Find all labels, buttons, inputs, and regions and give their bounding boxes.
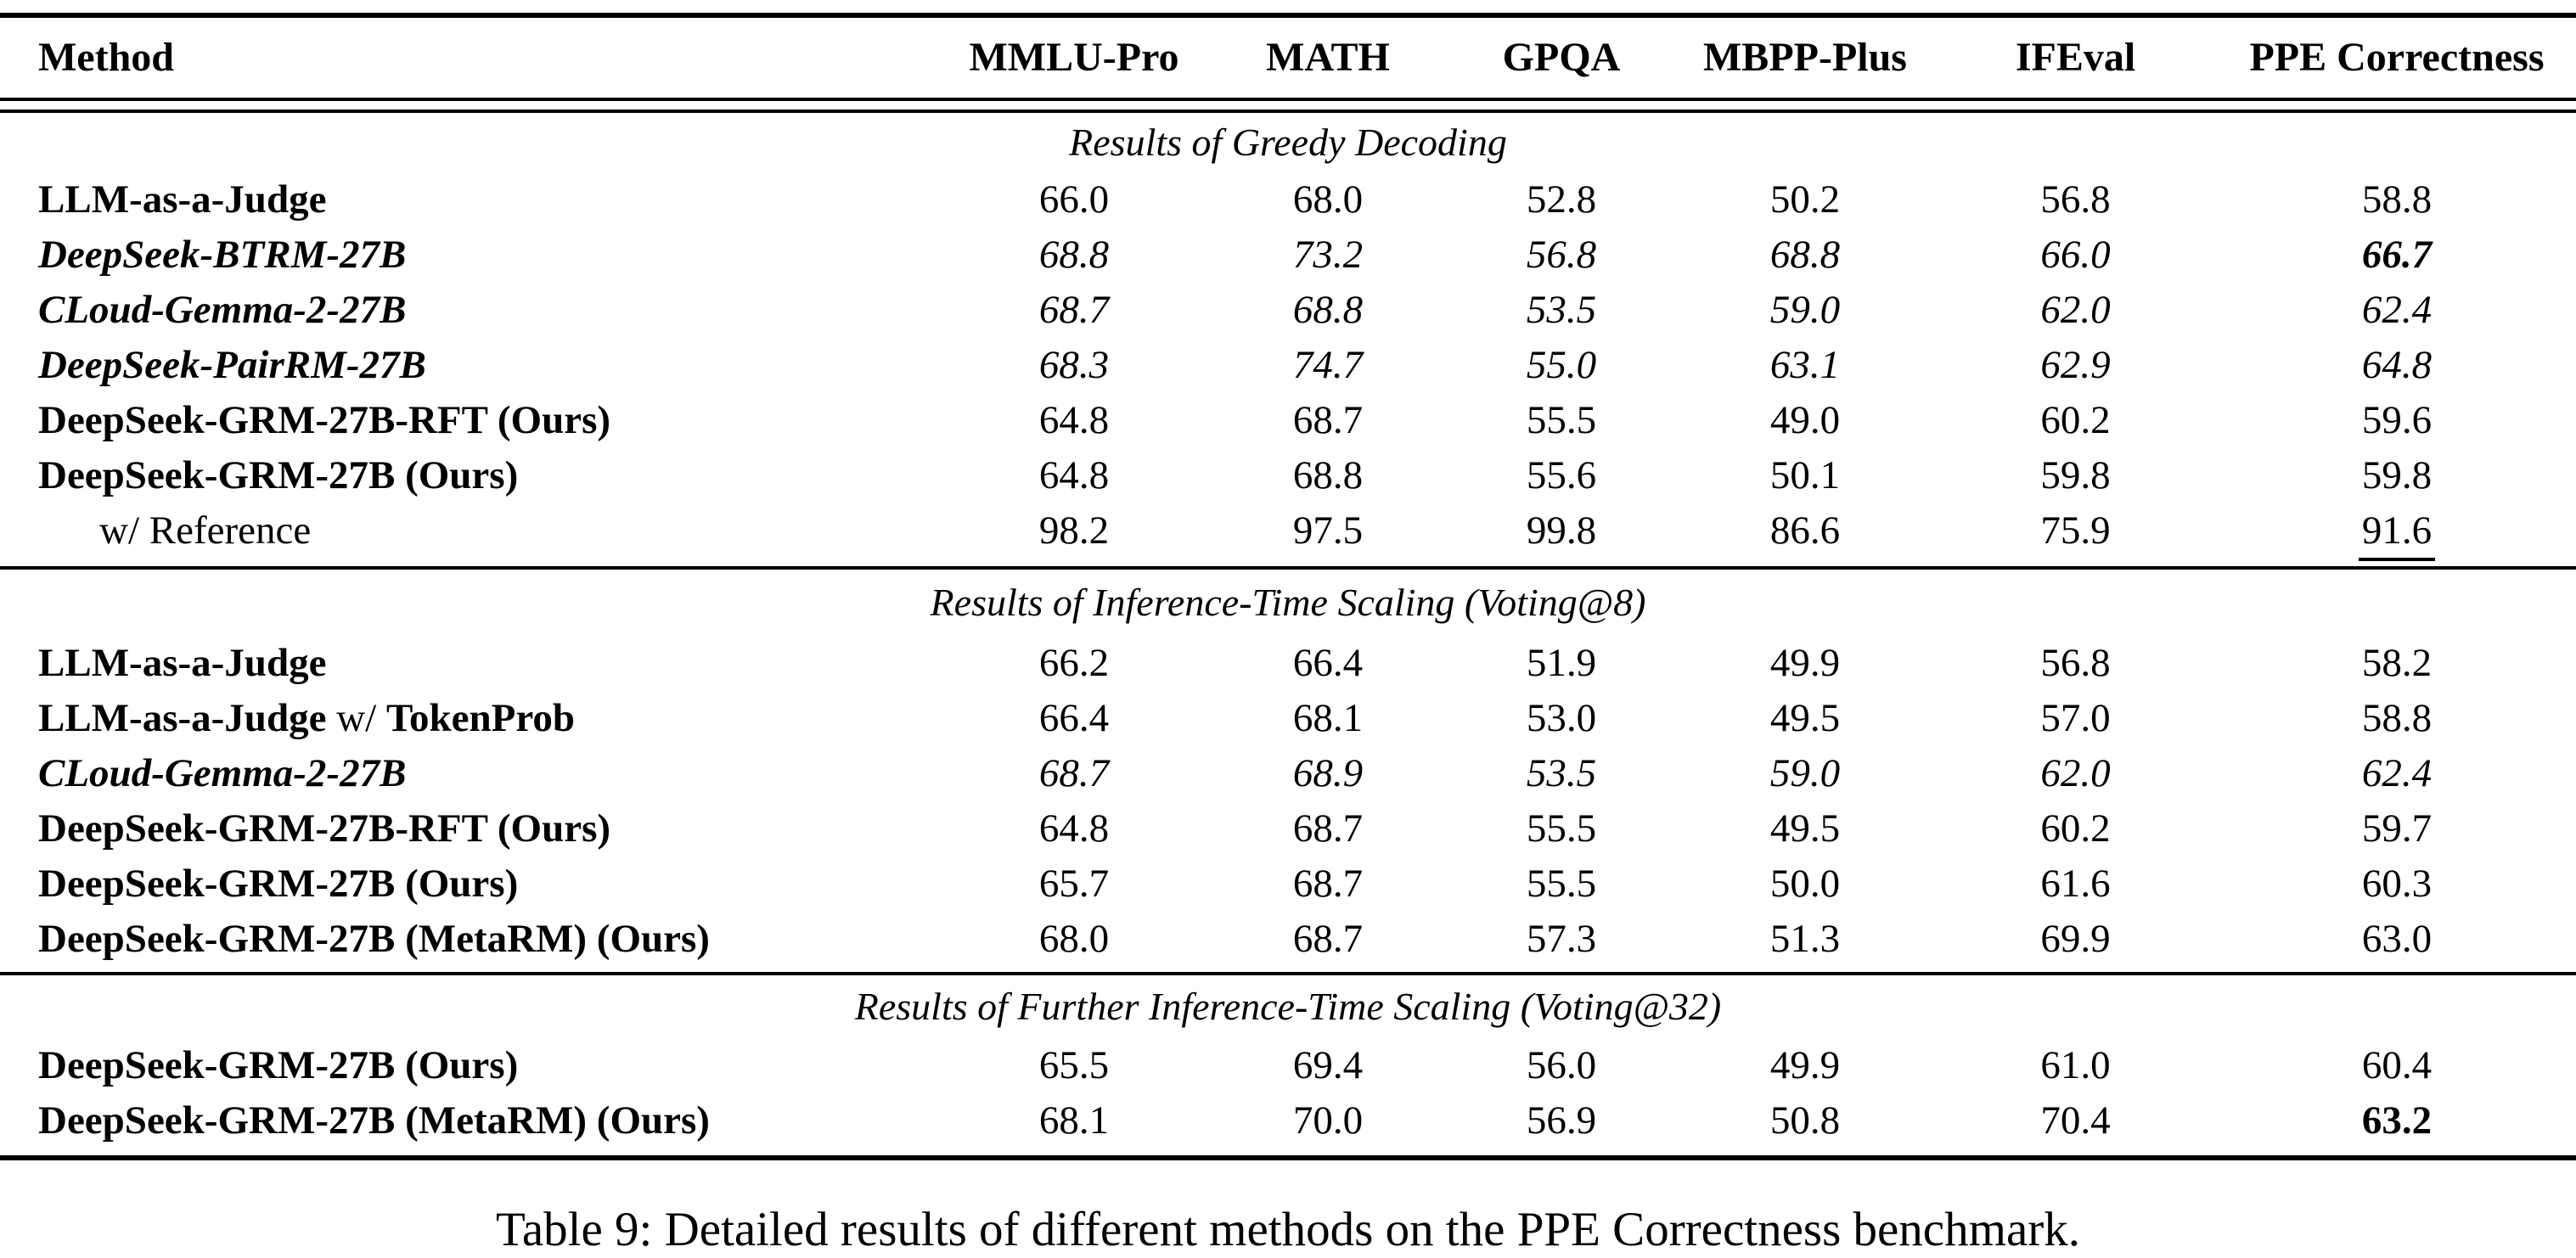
- method-name: LLM-as-a-Judge: [38, 177, 327, 222]
- section-title-voting-32: Results of Further Inference-Time Scaling (Voting@32): [854, 985, 1722, 1029]
- metric-value: 68.9: [1292, 751, 1364, 796]
- metric-value: 70.0: [1292, 1098, 1364, 1143]
- metric-value-best: 66.7: [2361, 233, 2433, 277]
- method-name-part: w/: [336, 696, 377, 741]
- method-name: DeepSeek-BTRM-27B: [38, 233, 407, 277]
- results-table: [0, 13, 2576, 1160]
- metric-value: 68.1: [1292, 696, 1364, 741]
- method-name: CLoud-Gemma-2-27B: [38, 751, 407, 796]
- metric-value: 66.4: [1292, 641, 1364, 686]
- method-name: DeepSeek-GRM-27B (Ours): [38, 1043, 519, 1088]
- method-name: DeepSeek-GRM-27B (MetaRM) (Ours): [38, 917, 710, 962]
- metric-value: 57.3: [1526, 917, 1597, 962]
- metric-value: 51.9: [1526, 641, 1597, 686]
- column-header-method: Method: [38, 35, 174, 80]
- metric-value: 68.7: [1292, 398, 1364, 442]
- metric-value: 60.2: [2040, 806, 2111, 851]
- column-header-ifeval: IFEval: [2015, 35, 2136, 80]
- table-caption: Table 9: Detailed results of different methods on the PPE Correctness benchmark.: [496, 1203, 2080, 1257]
- metric-value: 69.9: [2040, 917, 2111, 962]
- metric-value: 58.8: [2361, 177, 2433, 222]
- metric-value: 50.1: [1769, 453, 1841, 497]
- metric-value: 53.5: [1526, 288, 1597, 332]
- metric-value-best: 63.2: [2361, 1098, 2433, 1143]
- metric-value: 68.3: [1038, 343, 1110, 387]
- method-name: CLoud-Gemma-2-27B: [38, 288, 407, 332]
- metric-value: 66.0: [2040, 233, 2111, 277]
- metric-value: 98.2: [1038, 508, 1110, 553]
- metric-value: 64.8: [1038, 453, 1110, 497]
- metric-value: 55.0: [1526, 343, 1597, 387]
- metric-value: 62.0: [2040, 288, 2111, 332]
- metric-value: 75.9: [2040, 508, 2111, 553]
- metric-value: 64.8: [1038, 398, 1110, 442]
- metric-value: 55.5: [1526, 862, 1597, 907]
- column-header-mmlu-pro: MMLU-Pro: [969, 35, 1179, 80]
- metric-value: 70.4: [2040, 1098, 2111, 1143]
- metric-value: 68.7: [1292, 806, 1364, 851]
- metric-value: 62.0: [2040, 751, 2111, 796]
- metric-value: 68.7: [1038, 751, 1110, 796]
- method-name-part: LLM-as-a-Judge: [38, 696, 327, 741]
- method-name: [0, 691, 938, 746]
- metric-value: 68.8: [1038, 233, 1110, 277]
- metric-value: 61.6: [2040, 862, 2111, 907]
- metric-value: 65.7: [1038, 862, 1110, 907]
- metric-value: 66.2: [1038, 641, 1110, 686]
- metric-value: 59.6: [2361, 398, 2433, 442]
- method-name: DeepSeek-GRM-27B-RFT (Ours): [38, 806, 611, 851]
- method-name: DeepSeek-GRM-27B (Ours): [38, 862, 519, 907]
- metric-value: 62.4: [2361, 751, 2433, 796]
- metric-value: 49.9: [1769, 641, 1841, 686]
- metric-value: 49.5: [1769, 696, 1841, 741]
- metric-value: 56.8: [2040, 641, 2111, 686]
- metric-value: 59.0: [1769, 751, 1841, 796]
- metric-value: 97.5: [1292, 508, 1364, 553]
- metric-value: 68.7: [1292, 917, 1364, 962]
- metric-value: 68.0: [1038, 917, 1110, 962]
- metric-value: 53.0: [1526, 696, 1597, 741]
- table-rule-double-gap: [0, 101, 2576, 110]
- metric-value: 59.0: [1769, 288, 1841, 332]
- underlined-value: 91.6: [2359, 510, 2435, 561]
- metric-value: 64.8: [2361, 343, 2433, 387]
- metric-value: 59.8: [2040, 453, 2111, 497]
- metric-value: 50.0: [1769, 862, 1841, 907]
- metric-value: 55.6: [1526, 453, 1597, 497]
- method-name: DeepSeek-GRM-27B (MetaRM) (Ours): [38, 1098, 710, 1143]
- metric-value: 59.8: [2361, 453, 2433, 497]
- metric-value: 66.0: [1038, 177, 1110, 222]
- column-header-mbpp-plus: MBPP-Plus: [1703, 35, 1907, 80]
- metric-value: 86.6: [1769, 508, 1841, 553]
- metric-value: 62.9: [2040, 343, 2111, 387]
- metric-value: 51.3: [1769, 917, 1841, 962]
- metric-value: 57.0: [2040, 696, 2111, 741]
- column-header-math: MATH: [1266, 35, 1390, 80]
- method-name-connector: [326, 696, 336, 740]
- method-name-connector: [376, 696, 386, 740]
- metric-value: 68.8: [1292, 453, 1364, 497]
- metric-value: 68.1: [1038, 1098, 1110, 1143]
- column-header-ppe-correctness: PPE Correctness: [2249, 35, 2545, 80]
- metric-value: 60.3: [2361, 862, 2433, 907]
- metric-value: 56.8: [2040, 177, 2111, 222]
- section-title-voting-8: Results of Inference-Time Scaling (Voting@8): [930, 581, 1646, 625]
- section-title-greedy-decoding: Results of Greedy Decoding: [1069, 121, 1507, 164]
- metric-value: 68.7: [1038, 288, 1110, 332]
- metric-value: 53.5: [1526, 751, 1597, 796]
- metric-value: 64.8: [1038, 806, 1110, 851]
- metric-value: 69.4: [1292, 1043, 1364, 1088]
- metric-value: 49.5: [1769, 806, 1841, 851]
- metric-value: 56.8: [1526, 233, 1597, 277]
- metric-value: 60.2: [2040, 398, 2111, 442]
- method-name: DeepSeek-PairRM-27B: [38, 343, 426, 387]
- metric-value: 63.0: [2361, 917, 2433, 962]
- table-rule-bottom: [0, 1155, 2576, 1160]
- metric-value: 49.9: [1769, 1043, 1841, 1088]
- method-name: DeepSeek-GRM-27B-RFT (Ours): [38, 398, 611, 442]
- metric-value: 58.2: [2361, 641, 2433, 686]
- metric-value: 60.4: [2361, 1043, 2433, 1088]
- metric-value: 62.4: [2361, 288, 2433, 332]
- metric-value: 56.0: [1526, 1043, 1597, 1088]
- metric-value-underlined: [2218, 503, 2576, 561]
- method-name-part: TokenProb: [385, 696, 575, 741]
- metric-value: 65.5: [1038, 1043, 1110, 1088]
- metric-value: 49.0: [1769, 398, 1841, 442]
- metric-value: 66.4: [1038, 696, 1110, 741]
- metric-value: 73.2: [1292, 233, 1364, 277]
- metric-value: 74.7: [1292, 343, 1364, 387]
- metric-value: 58.8: [2361, 696, 2433, 741]
- metric-value: 68.7: [1292, 862, 1364, 907]
- method-name: LLM-as-a-Judge: [38, 641, 327, 686]
- metric-value: 63.1: [1769, 343, 1841, 387]
- metric-value: 99.8: [1526, 508, 1597, 553]
- metric-value: 56.9: [1526, 1098, 1597, 1143]
- metric-value: 50.8: [1769, 1098, 1841, 1143]
- metric-value: 55.5: [1526, 398, 1597, 442]
- metric-value: 68.0: [1292, 177, 1364, 222]
- method-name: DeepSeek-GRM-27B (Ours): [38, 453, 519, 497]
- column-header-gpqa: GPQA: [1502, 35, 1621, 80]
- metric-value: 50.2: [1769, 177, 1841, 222]
- metric-value: 68.8: [1769, 233, 1841, 277]
- metric-value: 61.0: [2040, 1043, 2111, 1088]
- metric-value: 68.8: [1292, 288, 1364, 332]
- metric-value: 55.5: [1526, 806, 1597, 851]
- method-name: w/ Reference: [99, 508, 312, 553]
- metric-value: 52.8: [1526, 177, 1597, 222]
- metric-value: 59.7: [2361, 806, 2433, 851]
